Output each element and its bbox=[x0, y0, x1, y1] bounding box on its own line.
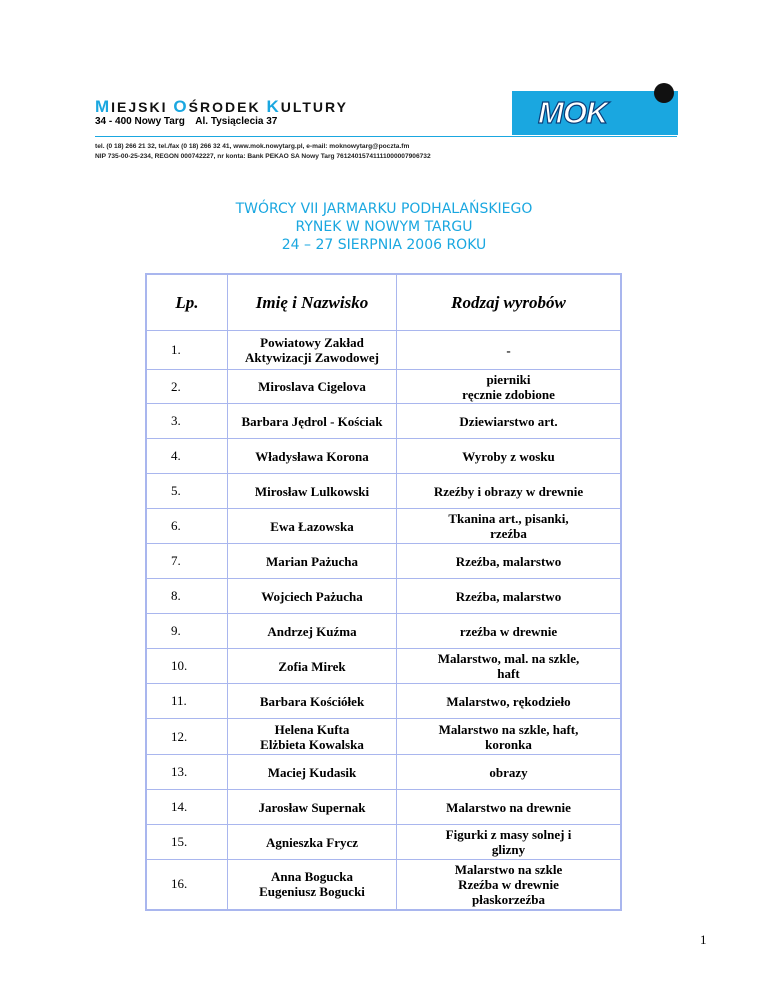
table-row bbox=[146, 825, 621, 860]
product-type: Tkanina art., pisanki, rzeźba bbox=[397, 509, 622, 544]
row-number: 7. bbox=[146, 544, 228, 579]
artisan-name: Barbara Jędrol - Kościak bbox=[228, 404, 397, 439]
artisan-name: Anna Bogucka Eugeniusz Bogucki bbox=[228, 860, 397, 910]
row-number: 5. bbox=[146, 474, 228, 509]
table-row bbox=[146, 755, 621, 790]
table-row bbox=[146, 509, 621, 544]
table-row bbox=[146, 439, 621, 474]
row-number: 6. bbox=[146, 509, 228, 544]
contact-line-1: tel. (0 18) 266 21 32, tel./fax (0 18) 266 32 41, www.mok.nowytarg.pl, e-mail: moknowytarg@poczta.fm bbox=[95, 143, 410, 150]
row-number: 8. bbox=[146, 579, 228, 614]
table-row bbox=[146, 544, 621, 579]
table-row bbox=[146, 404, 621, 439]
row-number: 3. bbox=[146, 404, 228, 439]
row-number: 11. bbox=[146, 684, 228, 719]
artisan-name: Andrzej Kuźma bbox=[228, 614, 397, 649]
header-name: Imię i Nazwisko bbox=[228, 274, 397, 331]
table-row bbox=[146, 860, 621, 910]
product-type: Dziewiarstwo art. bbox=[397, 404, 622, 439]
header-lp: Lp. bbox=[146, 274, 228, 331]
artisan-name: Helena Kufta Elżbieta Kowalska bbox=[228, 719, 397, 755]
product-type: Malarstwo na szkle, haft, koronka bbox=[397, 719, 622, 755]
row-number: 2. bbox=[146, 370, 228, 404]
product-type: Rzeźby i obrazy w drewnie bbox=[397, 474, 622, 509]
product-type: Wyroby z wosku bbox=[397, 439, 622, 474]
organization-address bbox=[95, 116, 285, 127]
table-row bbox=[146, 649, 621, 684]
table-row bbox=[146, 684, 621, 719]
title-line-2: RYNEK W NOWYM TARGU bbox=[295, 219, 473, 235]
product-type: Rzeźba, malarstwo bbox=[397, 544, 622, 579]
product-type: Malarstwo na drewnie bbox=[397, 790, 622, 825]
document-title bbox=[0, 200, 768, 254]
row-number: 12. bbox=[146, 719, 228, 755]
artisan-name: Władysława Korona bbox=[228, 439, 397, 474]
artisan-name: Zofia Mirek bbox=[228, 649, 397, 684]
logo-dot bbox=[654, 83, 674, 103]
postal-address: 34 - 400 Nowy Targ bbox=[95, 116, 185, 127]
header-divider bbox=[95, 136, 677, 137]
product-type: pierniki ręcznie zdobione bbox=[397, 370, 622, 404]
artisan-name: Ewa Łazowska bbox=[228, 509, 397, 544]
product-type: - bbox=[397, 331, 622, 370]
artisan-name: Mirosław Lulkowski bbox=[228, 474, 397, 509]
product-type: Malarstwo na szkle Rzeźba w drewnie płaskorzeźba bbox=[397, 860, 622, 910]
row-number: 15. bbox=[146, 825, 228, 860]
table-row bbox=[146, 719, 621, 755]
table-row bbox=[146, 790, 621, 825]
page-number: 1 bbox=[700, 932, 707, 947]
artisans-table bbox=[145, 273, 622, 911]
artisan-name: Powiatowy Zakład Aktywizacji Zawodowej bbox=[228, 331, 397, 370]
contact-line-2: NIP 735-00-25-234, REGON 000742227, nr konta: Bank PEKAO SA Nowy Targ 76124015741111000007906732 bbox=[95, 153, 431, 160]
product-type: Figurki z masy solnej i glizny bbox=[397, 825, 622, 860]
artisan-name: Jarosław Supernak bbox=[228, 790, 397, 825]
row-number: 13. bbox=[146, 755, 228, 790]
product-type: Malarstwo, mal. na szkle, haft bbox=[397, 649, 622, 684]
artisan-name: Maciej Kudasik bbox=[228, 755, 397, 790]
table-row bbox=[146, 370, 621, 404]
organization-name: MIEJSKI OŚRODEK KULTURY bbox=[95, 97, 348, 116]
row-number: 14. bbox=[146, 790, 228, 825]
artisan-name: Marian Pażucha bbox=[228, 544, 397, 579]
title-line-1: TWÓRCY VII JARMARKU PODHALAŃSKIEGO bbox=[235, 201, 533, 217]
product-type: rzeźba w drewnie bbox=[397, 614, 622, 649]
product-type: obrazy bbox=[397, 755, 622, 790]
product-type: Malarstwo, rękodzieło bbox=[397, 684, 622, 719]
mok-logo: MOK bbox=[538, 95, 608, 130]
title-line-3: 24 – 27 SIERPNIA 2006 ROKU bbox=[281, 237, 487, 253]
row-number: 1. bbox=[146, 331, 228, 370]
artisan-name: Wojciech Pażucha bbox=[228, 579, 397, 614]
header-product: Rodzaj wyrobów bbox=[397, 274, 622, 331]
table-row bbox=[146, 579, 621, 614]
row-number: 10. bbox=[146, 649, 228, 684]
product-type: Rzeźba, malarstwo bbox=[397, 579, 622, 614]
row-number: 16. bbox=[146, 860, 228, 910]
table-row bbox=[146, 331, 621, 370]
row-number: 9. bbox=[146, 614, 228, 649]
artisan-name: Miroslava Cigelova bbox=[228, 370, 397, 404]
table-row bbox=[146, 614, 621, 649]
artisan-name: Agnieszka Frycz bbox=[228, 825, 397, 860]
street-address: Al. Tysiąclecia 37 bbox=[195, 116, 278, 127]
table-header-row bbox=[146, 274, 621, 331]
artisan-name: Barbara Kościółek bbox=[228, 684, 397, 719]
table-row bbox=[146, 474, 621, 509]
row-number: 4. bbox=[146, 439, 228, 474]
